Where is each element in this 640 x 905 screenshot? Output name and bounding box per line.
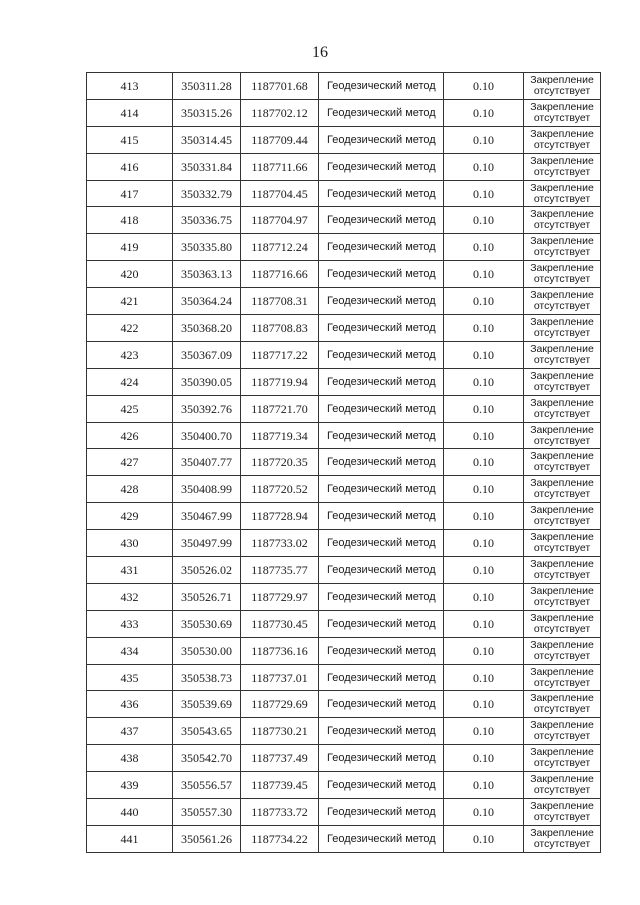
accuracy-cell: 0.10	[444, 288, 524, 315]
table-row	[87, 449, 601, 476]
fixing-cell	[524, 557, 601, 584]
table-row	[87, 530, 601, 557]
fixing-cell	[524, 610, 601, 637]
method-cell: Геодезический метод	[319, 825, 444, 852]
x-coordinate-cell: 350315.26	[173, 99, 241, 126]
y-coordinate-cell: 1187728.94	[241, 503, 319, 530]
fixing-line-2: отсутствует	[533, 353, 591, 366]
point-number-cell: 429	[87, 503, 173, 530]
fixing-line-1: Закрепление	[530, 746, 594, 759]
fixing-cell	[524, 825, 601, 852]
accuracy-cell: 0.10	[444, 422, 524, 449]
fixing-line-2: отсутствует	[533, 273, 591, 286]
y-coordinate-cell: 1187734.22	[241, 825, 319, 852]
point-number-cell: 433	[87, 610, 173, 637]
point-number-cell: 418	[87, 207, 173, 234]
fixing-cell	[524, 126, 601, 153]
x-coordinate-cell: 350561.26	[173, 825, 241, 852]
method-cell: Геодезический метод	[319, 395, 444, 422]
x-coordinate-cell: 350311.28	[173, 73, 241, 100]
accuracy-cell: 0.10	[444, 583, 524, 610]
fixing-line-1: Закрепление	[530, 127, 594, 140]
fixing-line-1: Закрепление	[530, 262, 594, 275]
accuracy-cell: 0.10	[444, 664, 524, 691]
fixing-cell	[524, 583, 601, 610]
coordinates-table-body	[87, 73, 601, 853]
table-row	[87, 772, 601, 799]
accuracy-cell: 0.10	[444, 449, 524, 476]
table-row	[87, 557, 601, 584]
y-coordinate-cell: 1187729.97	[241, 583, 319, 610]
coordinates-table	[86, 72, 601, 853]
point-number-cell: 430	[87, 530, 173, 557]
point-number-cell: 417	[87, 180, 173, 207]
method-cell: Геодезический метод	[319, 315, 444, 342]
point-number-cell: 421	[87, 288, 173, 315]
y-coordinate-cell: 1187735.77	[241, 557, 319, 584]
point-number-cell: 441	[87, 825, 173, 852]
accuracy-cell: 0.10	[444, 691, 524, 718]
table-row	[87, 288, 601, 315]
y-coordinate-cell: 1187712.24	[241, 234, 319, 261]
accuracy-cell: 0.10	[444, 341, 524, 368]
table-row	[87, 73, 601, 100]
fixing-cell	[524, 368, 601, 395]
accuracy-cell: 0.10	[444, 718, 524, 745]
point-number-cell: 436	[87, 691, 173, 718]
accuracy-cell: 0.10	[444, 772, 524, 799]
table-row	[87, 583, 601, 610]
x-coordinate-cell: 350543.65	[173, 718, 241, 745]
fixing-line-1: Закрепление	[530, 235, 594, 248]
fixing-cell	[524, 530, 601, 557]
fixing-line-2: отсутствует	[533, 165, 591, 178]
accuracy-cell: 0.10	[444, 530, 524, 557]
table-row	[87, 691, 601, 718]
table-row	[87, 637, 601, 664]
method-cell: Геодезический метод	[319, 153, 444, 180]
x-coordinate-cell: 350331.84	[173, 153, 241, 180]
x-coordinate-cell: 350314.45	[173, 126, 241, 153]
x-coordinate-cell: 350392.76	[173, 395, 241, 422]
fixing-cell	[524, 745, 601, 772]
method-cell: Геодезический метод	[319, 422, 444, 449]
fixing-line-1: Закрепление	[530, 477, 594, 490]
y-coordinate-cell: 1187701.68	[241, 73, 319, 100]
table-row	[87, 315, 601, 342]
point-number-cell: 420	[87, 261, 173, 288]
y-coordinate-cell: 1187702.12	[241, 99, 319, 126]
method-cell: Геодезический метод	[319, 583, 444, 610]
table-row	[87, 234, 601, 261]
fixing-line-1: Закрепление	[530, 665, 594, 678]
fixing-cell	[524, 153, 601, 180]
point-number-cell: 432	[87, 583, 173, 610]
fixing-cell	[524, 449, 601, 476]
y-coordinate-cell: 1187729.69	[241, 691, 319, 718]
method-cell: Геодезический метод	[319, 207, 444, 234]
accuracy-cell: 0.10	[444, 395, 524, 422]
table-row	[87, 126, 601, 153]
x-coordinate-cell: 350407.77	[173, 449, 241, 476]
y-coordinate-cell: 1187736.16	[241, 637, 319, 664]
accuracy-cell: 0.10	[444, 180, 524, 207]
fixing-cell	[524, 772, 601, 799]
y-coordinate-cell: 1187709.44	[241, 126, 319, 153]
x-coordinate-cell: 350526.71	[173, 583, 241, 610]
fixing-line-1: Закрепление	[530, 423, 594, 436]
fixing-line-1: Закрепление	[530, 154, 594, 167]
accuracy-cell: 0.10	[444, 610, 524, 637]
fixing-cell	[524, 718, 601, 745]
fixing-line-1: Закрепление	[530, 289, 594, 302]
fixing-line-1: Закрепление	[530, 208, 594, 221]
y-coordinate-cell: 1187704.45	[241, 180, 319, 207]
fixing-line-2: отсутствует	[533, 622, 591, 635]
method-cell: Геодезический метод	[319, 718, 444, 745]
fixing-line-1: Закрепление	[530, 504, 594, 517]
table-row	[87, 503, 601, 530]
fixing-line-2: отсутствует	[533, 542, 591, 555]
point-number-cell: 414	[87, 99, 173, 126]
fixing-line-1: Закрепление	[530, 450, 594, 463]
method-cell: Геодезический метод	[319, 73, 444, 100]
y-coordinate-cell: 1187720.35	[241, 449, 319, 476]
fixing-line-1: Закрепление	[530, 369, 594, 382]
fixing-line-1: Закрепление	[530, 584, 594, 597]
fixing-cell	[524, 664, 601, 691]
y-coordinate-cell: 1187716.66	[241, 261, 319, 288]
accuracy-cell: 0.10	[444, 99, 524, 126]
point-number-cell: 437	[87, 718, 173, 745]
method-cell: Геодезический метод	[319, 368, 444, 395]
y-coordinate-cell: 1187720.52	[241, 476, 319, 503]
table-row	[87, 207, 601, 234]
table-row	[87, 153, 601, 180]
accuracy-cell: 0.10	[444, 315, 524, 342]
fixing-cell	[524, 799, 601, 826]
method-cell: Геодезический метод	[319, 234, 444, 261]
fixing-line-2: отсутствует	[533, 757, 591, 770]
accuracy-cell: 0.10	[444, 476, 524, 503]
y-coordinate-cell: 1187719.34	[241, 422, 319, 449]
table-row	[87, 395, 601, 422]
table-row	[87, 261, 601, 288]
y-coordinate-cell: 1187708.83	[241, 315, 319, 342]
fixing-cell	[524, 207, 601, 234]
fixing-line-2: отсутствует	[533, 515, 591, 528]
x-coordinate-cell: 350538.73	[173, 664, 241, 691]
fixing-line-1: Закрепление	[530, 181, 594, 194]
y-coordinate-cell: 1187730.21	[241, 718, 319, 745]
x-coordinate-cell: 350400.70	[173, 422, 241, 449]
x-coordinate-cell: 350497.99	[173, 530, 241, 557]
fixing-line-2: отсутствует	[533, 488, 591, 501]
point-number-cell: 438	[87, 745, 173, 772]
fixing-cell	[524, 315, 601, 342]
fixing-line-2: отсутствует	[533, 461, 591, 474]
fixing-line-2: отсутствует	[533, 434, 591, 447]
x-coordinate-cell: 350364.24	[173, 288, 241, 315]
point-number-cell: 413	[87, 73, 173, 100]
x-coordinate-cell: 350557.30	[173, 799, 241, 826]
table-row	[87, 825, 601, 852]
x-coordinate-cell: 350530.00	[173, 637, 241, 664]
fixing-line-2: отсутствует	[533, 649, 591, 662]
method-cell: Геодезический метод	[319, 261, 444, 288]
method-cell: Геодезический метод	[319, 610, 444, 637]
y-coordinate-cell: 1187719.94	[241, 368, 319, 395]
table-row	[87, 422, 601, 449]
x-coordinate-cell: 350556.57	[173, 772, 241, 799]
fixing-line-2: отсутствует	[533, 595, 591, 608]
point-number-cell: 440	[87, 799, 173, 826]
y-coordinate-cell: 1187737.49	[241, 745, 319, 772]
accuracy-cell: 0.10	[444, 557, 524, 584]
table-row	[87, 745, 601, 772]
accuracy-cell: 0.10	[444, 73, 524, 100]
point-number-cell: 423	[87, 341, 173, 368]
accuracy-cell: 0.10	[444, 637, 524, 664]
y-coordinate-cell: 1187737.01	[241, 664, 319, 691]
fixing-line-2: отсутствует	[533, 300, 591, 313]
point-number-cell: 422	[87, 315, 173, 342]
fixing-line-1: Закрепление	[530, 557, 594, 570]
method-cell: Геодезический метод	[319, 341, 444, 368]
table-row	[87, 718, 601, 745]
fixing-line-2: отсутствует	[533, 837, 591, 850]
fixing-cell	[524, 395, 601, 422]
fixing-line-1: Закрепление	[530, 315, 594, 328]
fixing-line-1: Закрепление	[530, 342, 594, 355]
method-cell: Геодезический метод	[319, 288, 444, 315]
y-coordinate-cell: 1187704.97	[241, 207, 319, 234]
accuracy-cell: 0.10	[444, 745, 524, 772]
point-number-cell: 424	[87, 368, 173, 395]
fixing-line-2: отсутствует	[533, 326, 591, 339]
table-row	[87, 610, 601, 637]
method-cell: Геодезический метод	[319, 530, 444, 557]
fixing-line-2: отсутствует	[533, 568, 591, 581]
method-cell: Геодезический метод	[319, 476, 444, 503]
x-coordinate-cell: 350467.99	[173, 503, 241, 530]
fixing-line-1: Закрепление	[530, 73, 594, 86]
fixing-line-2: отсутствует	[533, 192, 591, 205]
point-number-cell: 427	[87, 449, 173, 476]
fixing-cell	[524, 73, 601, 100]
fixing-line-2: отсутствует	[533, 84, 591, 97]
fixing-line-2: отсутствует	[533, 246, 591, 259]
fixing-cell	[524, 691, 601, 718]
fixing-cell	[524, 422, 601, 449]
x-coordinate-cell: 350390.05	[173, 368, 241, 395]
y-coordinate-cell: 1187733.02	[241, 530, 319, 557]
table-row	[87, 180, 601, 207]
page-number: 16	[312, 44, 328, 61]
table-row	[87, 799, 601, 826]
table-row	[87, 341, 601, 368]
fixing-cell	[524, 180, 601, 207]
accuracy-cell: 0.10	[444, 261, 524, 288]
x-coordinate-cell: 350530.69	[173, 610, 241, 637]
accuracy-cell: 0.10	[444, 368, 524, 395]
fixing-line-2: отсутствует	[533, 676, 591, 689]
point-number-cell: 416	[87, 153, 173, 180]
fixing-line-1: Закрепление	[530, 100, 594, 113]
fixing-cell	[524, 476, 601, 503]
x-coordinate-cell: 350408.99	[173, 476, 241, 503]
x-coordinate-cell: 350542.70	[173, 745, 241, 772]
fixing-cell	[524, 234, 601, 261]
fixing-cell	[524, 503, 601, 530]
y-coordinate-cell: 1187717.22	[241, 341, 319, 368]
fixing-line-2: отсутствует	[533, 407, 591, 420]
table-row	[87, 368, 601, 395]
accuracy-cell: 0.10	[444, 126, 524, 153]
table-row	[87, 476, 601, 503]
point-number-cell: 434	[87, 637, 173, 664]
point-number-cell: 419	[87, 234, 173, 261]
accuracy-cell: 0.10	[444, 825, 524, 852]
fixing-line-1: Закрепление	[530, 826, 594, 839]
point-number-cell: 435	[87, 664, 173, 691]
method-cell: Геодезический метод	[319, 449, 444, 476]
x-coordinate-cell: 350367.09	[173, 341, 241, 368]
fixing-line-2: отсутствует	[533, 784, 591, 797]
y-coordinate-cell: 1187730.45	[241, 610, 319, 637]
method-cell: Геодезический метод	[319, 772, 444, 799]
y-coordinate-cell: 1187739.45	[241, 772, 319, 799]
point-number-cell: 426	[87, 422, 173, 449]
accuracy-cell: 0.10	[444, 207, 524, 234]
fixing-cell	[524, 637, 601, 664]
point-number-cell: 431	[87, 557, 173, 584]
fixing-line-2: отсутствует	[533, 111, 591, 124]
accuracy-cell: 0.10	[444, 799, 524, 826]
table-row	[87, 99, 601, 126]
method-cell: Геодезический метод	[319, 503, 444, 530]
x-coordinate-cell: 350539.69	[173, 691, 241, 718]
fixing-line-1: Закрепление	[530, 396, 594, 409]
x-coordinate-cell: 350332.79	[173, 180, 241, 207]
accuracy-cell: 0.10	[444, 234, 524, 261]
method-cell: Геодезический метод	[319, 99, 444, 126]
method-cell: Геодезический метод	[319, 180, 444, 207]
method-cell: Геодезический метод	[319, 799, 444, 826]
x-coordinate-cell: 350336.75	[173, 207, 241, 234]
y-coordinate-cell: 1187708.31	[241, 288, 319, 315]
method-cell: Геодезический метод	[319, 126, 444, 153]
point-number-cell: 439	[87, 772, 173, 799]
method-cell: Геодезический метод	[319, 691, 444, 718]
y-coordinate-cell: 1187721.70	[241, 395, 319, 422]
table-row	[87, 664, 601, 691]
fixing-line-2: отсутствует	[533, 138, 591, 151]
fixing-line-2: отсутствует	[533, 219, 591, 232]
y-coordinate-cell: 1187711.66	[241, 153, 319, 180]
x-coordinate-cell: 350526.02	[173, 557, 241, 584]
method-cell: Геодезический метод	[319, 664, 444, 691]
fixing-line-2: отсутствует	[533, 810, 591, 823]
fixing-line-1: Закрепление	[530, 611, 594, 624]
fixing-line-2: отсутствует	[533, 730, 591, 743]
x-coordinate-cell: 350363.13	[173, 261, 241, 288]
fixing-cell	[524, 99, 601, 126]
y-coordinate-cell: 1187733.72	[241, 799, 319, 826]
fixing-line-1: Закрепление	[530, 638, 594, 651]
fixing-line-1: Закрепление	[530, 531, 594, 544]
method-cell: Геодезический метод	[319, 637, 444, 664]
fixing-line-2: отсутствует	[533, 703, 591, 716]
fixing-cell	[524, 261, 601, 288]
accuracy-cell: 0.10	[444, 153, 524, 180]
method-cell: Геодезический метод	[319, 557, 444, 584]
fixing-line-1: Закрепление	[530, 692, 594, 705]
x-coordinate-cell: 350335.80	[173, 234, 241, 261]
fixing-line-2: отсутствует	[533, 380, 591, 393]
point-number-cell: 425	[87, 395, 173, 422]
point-number-cell: 428	[87, 476, 173, 503]
method-cell: Геодезический метод	[319, 745, 444, 772]
point-number-cell: 415	[87, 126, 173, 153]
fixing-line-1: Закрепление	[530, 719, 594, 732]
fixing-cell	[524, 341, 601, 368]
fixing-line-1: Закрепление	[530, 773, 594, 786]
x-coordinate-cell: 350368.20	[173, 315, 241, 342]
accuracy-cell: 0.10	[444, 503, 524, 530]
fixing-cell	[524, 288, 601, 315]
fixing-line-1: Закрепление	[530, 799, 594, 812]
